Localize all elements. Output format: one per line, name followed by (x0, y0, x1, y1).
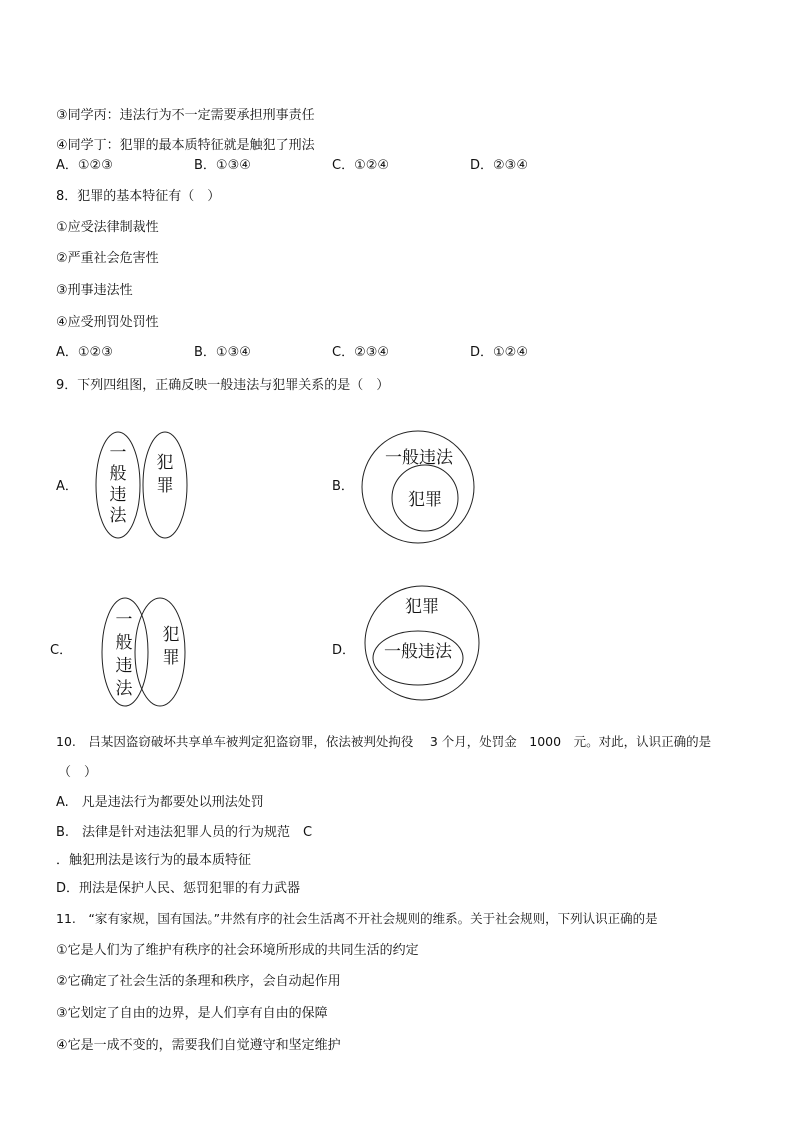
q11-stem: 11. “家有家规，国有国法。”井然有序的社会生活离不开社会规则的维系。关于社会规则，下列认识正确的是 (56, 911, 658, 926)
q9-label-b: B． (332, 479, 354, 494)
q8-option-b: B．①③④ (194, 345, 251, 360)
diagram-b-inner-label: 犯罪 (408, 490, 442, 510)
q10-option-a: A. 凡是违法行为都要处以刑法处罚 (56, 795, 264, 810)
q7-statement-3: ③同学丙：违法行为不一定需要承担刑事责任 (56, 108, 315, 123)
diagram-c-char-3: 违 (115, 656, 133, 676)
q10-stem-line-1: 10. 吕某因盗窃破坏共享单车被判定犯盗窃罪，依法被判处拘役 3 个月，处罚金 1000 元。对此，认识正确的是 (56, 734, 712, 749)
diagram-d (365, 586, 479, 700)
diagram-a-crime-char-1: 犯 (156, 453, 174, 473)
diagram-d-outer-label: 犯罪 (405, 597, 439, 617)
diagram-d-inner-label: 一般违法 (384, 642, 452, 662)
q8-option-d: D．①②④ (470, 345, 528, 360)
diagram-a-char-4: 法 (109, 506, 127, 526)
q8-option-c: C．②③④ (332, 345, 390, 360)
q9-label-a: A． (56, 479, 78, 494)
diagram-b-outer-circle (362, 431, 474, 543)
diagram-c-char-4: 法 (115, 679, 133, 699)
diagram-d-inner-ellipse (373, 631, 463, 685)
diagram-a-char-3: 违 (109, 485, 127, 505)
q9-label-d: D． (332, 643, 356, 658)
q7-option-b: B．①③④ (194, 158, 251, 173)
q8-item-2: ②严重社会危害性 (56, 251, 159, 266)
diagram-c-crime-ellipse (135, 598, 185, 706)
diagram-a-char-1: 一 (109, 443, 127, 463)
diagram-c-char-2: 般 (115, 633, 133, 653)
diagram-b (362, 431, 474, 543)
q7-option-a: A．①②③ (56, 158, 113, 173)
q10-option-c: ．触犯刑法是该行为的最本质特征 (56, 853, 252, 868)
q10-option-d: D．刑法是保护人民、惩罚犯罪的有力武器 (56, 881, 301, 896)
q11-item-4: ④它是一成不变的，需要我们自觉遵守和坚定维护 (56, 1038, 341, 1053)
diagram-c-crime-char-1: 犯 (162, 625, 180, 645)
q8-item-1: ①应受法律制裁性 (56, 220, 159, 235)
diagram-a-char-2: 般 (109, 464, 127, 484)
q8-item-3: ③刑事违法性 (56, 283, 133, 298)
diagram-c (102, 598, 185, 706)
q8-item-4: ④应受刑罚处罚性 (56, 315, 159, 330)
q10-option-b: B. 法律是针对违法犯罪人员的行为规范 C (56, 825, 313, 840)
diagram-a (96, 432, 187, 538)
q7-option-d: D．②③④ (470, 158, 528, 173)
diagram-a-violation-ellipse (96, 432, 140, 538)
q7-option-c: C．①②④ (332, 158, 390, 173)
q9-stem: 9．下列四组图，正确反映一般违法与犯罪关系的是（ ） (56, 378, 390, 393)
diagram-a-crime-ellipse (143, 432, 187, 538)
diagram-b-outer-label: 一般违法 (385, 448, 453, 468)
q11-item-1: ①它是人们为了维护有秩序的社会环境所形成的共同生活的约定 (56, 943, 419, 958)
diagram-d-outer-circle (365, 586, 479, 700)
q11-item-3: ③它划定了自由的边界，是人们享有自由的保障 (56, 1006, 328, 1021)
q8-option-a: A．①②③ (56, 345, 113, 360)
q11-item-2: ②它确定了社会生活的条理和秩序，会自动起作用 (56, 974, 341, 989)
q8-stem: 8．犯罪的基本特征有（ ） (56, 189, 221, 204)
diagram-c-char-1: 一 (115, 610, 133, 630)
diagram-a-crime-char-2: 罪 (156, 476, 174, 496)
q9-label-c: C． (50, 643, 73, 658)
diagram-b-inner-circle (392, 465, 458, 531)
q10-stem-line-2: （ ） (58, 765, 98, 780)
diagram-c-violation-ellipse (102, 598, 148, 706)
diagram-c-crime-char-2: 罪 (162, 648, 180, 668)
q7-statement-4: ④同学丁：犯罪的最本质特征就是触犯了刑法 (56, 138, 315, 153)
